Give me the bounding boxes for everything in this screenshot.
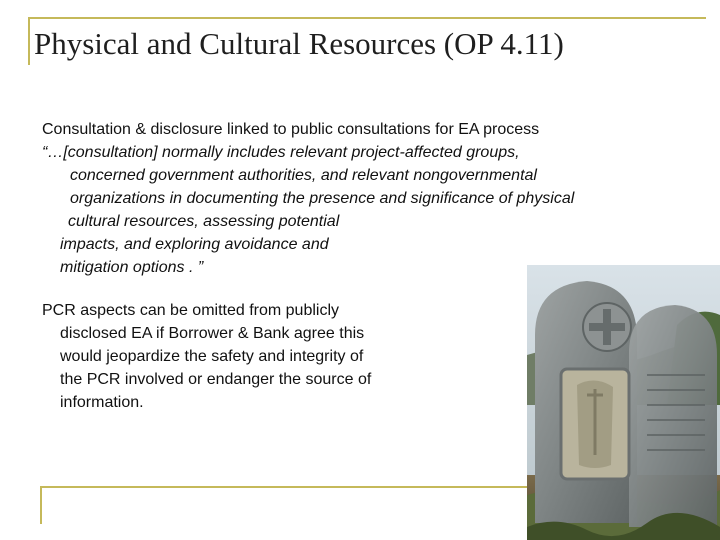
body-line: would jeopardize the safety and integrity of (60, 348, 364, 365)
frame-line-top-left (28, 17, 30, 65)
body-line: the PCR involved or endanger the source of (60, 371, 372, 388)
body-line: organizations in documenting the presence and significance of physical (70, 190, 575, 207)
body-line: impacts, and exploring avoidance and (60, 236, 329, 253)
frame-line-bottom-left (40, 486, 42, 524)
slide-title: Physical and Cultural Resources (OP 4.11) (34, 26, 564, 61)
body-line: “…[consultation] normally includes relevant project-affected groups, (42, 144, 520, 161)
stone-memorial-photo (527, 265, 720, 540)
body-line: cultural resources, assessing potential (68, 213, 340, 230)
frame-line-top (28, 17, 706, 19)
body-line: PCR aspects can be omitted from publicly (42, 302, 340, 319)
body-line: mitigation options . ” (60, 259, 204, 276)
body-line: disclosed EA if Borrower & Bank agree this (60, 325, 365, 342)
paragraph-consultation (42, 118, 692, 279)
body-line: Consultation & disclosure linked to public consultations for EA process (42, 121, 540, 138)
body-line: concerned government authorities, and relevant nongovernmental (70, 167, 537, 184)
body-line: information. (60, 394, 144, 411)
